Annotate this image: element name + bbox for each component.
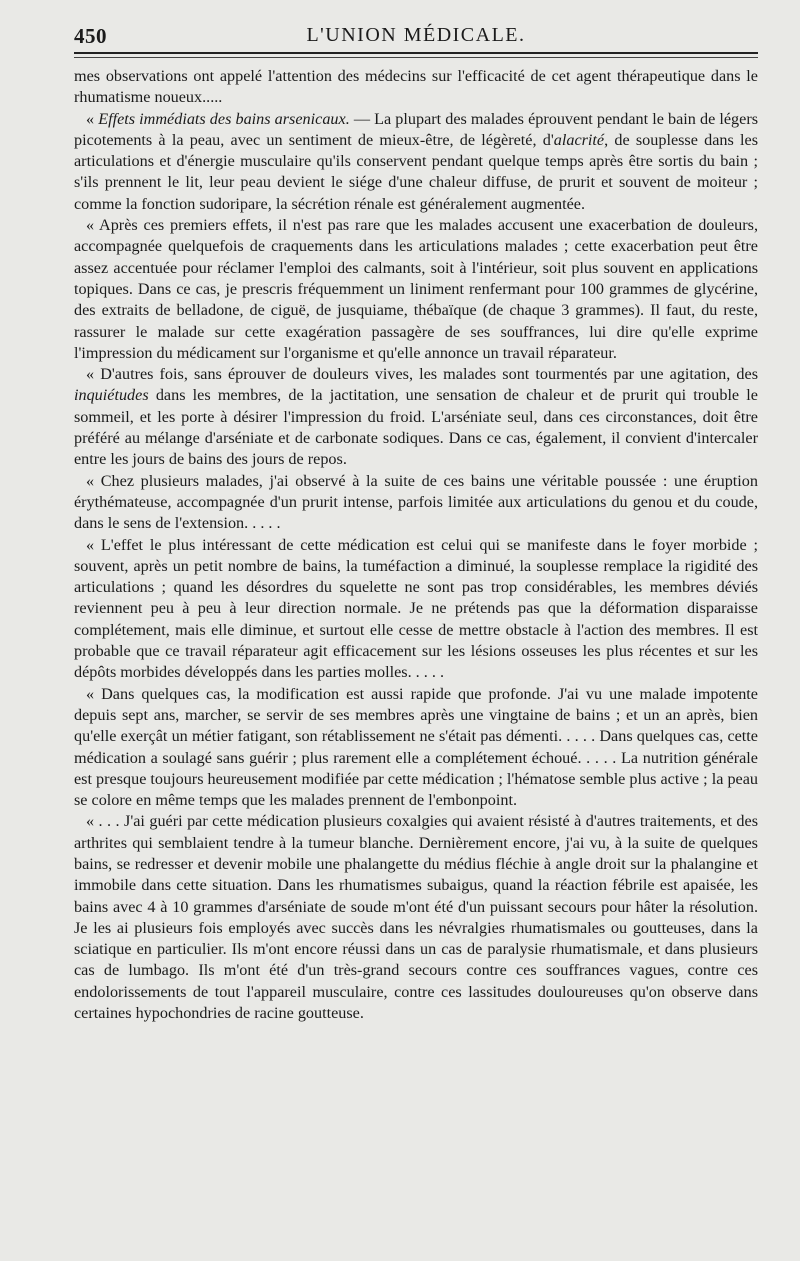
body-text: [74, 66, 758, 1024]
paragraph: [74, 364, 758, 470]
italic-text: inquiétudes: [74, 386, 149, 405]
paragraph: [74, 471, 758, 535]
text-run: « Dans quelques cas, la modification est aussi rapide que profonde. J'ai vu une malade impotente depuis sept ans, marcher, se servir de ses membres après une vingtaine de bains ; et un an après, bien qu'elle exerçât un métier fatigant, son rétablissement ne s'était pas démenti. . . . . Dans quelques cas, cette médication a soulagé sans guérir ; plus rarement elle a complétement échoué. . . . . La nutrition générale est presque toujours heureusement modifiée par cette médication ; l'hématose semble plus active ; la peau se colore en même temps que les malades prennent de l'embonpoint.: [74, 684, 758, 810]
header-rule-thick: [74, 52, 758, 54]
paragraph: [74, 811, 758, 1024]
text-run: « D'autres fois, sans éprouver de douleurs vives, les malades sont tourmentés par une agitation, des: [86, 365, 758, 384]
paragraph: [74, 109, 758, 215]
italic-text: alacrité: [553, 130, 605, 149]
paragraph: [74, 66, 758, 109]
paragraph: [74, 684, 758, 812]
text-run: « L'effet le plus intéressant de cette médication est celui qui se manifeste dans le foyer morbide ; souvent, après un petit nombre de bains, la tuméfaction a diminué, la souplesse remplace la rigidité des articulations ; quand les désordres du squelette ne sont pas trop considérables, les membres déviés reviennent peu à peu à leur direction normale. Je ne prétends pas que la déformation disparaisse complétement, mais elle diminue, et surtout elle cesse de mettre obstacle à l'action des membres. Il est probable que ce travail réparateur agit efficacement sur les lésions osseuses les plus récentes et sur les dépôts morbides développés dans les parties molles. . . . .: [74, 535, 758, 682]
journal-title: L'UNION MÉDICALE.: [306, 24, 526, 46]
text-run: « Après ces premiers effets, il n'est pas rare que les malades accusent une exacerbation de douleurs, accompagnée quelquefois de craquements dans les articulations malades ; cette exacerbation peut être assez accentuée pour réclamer l'emploi des calmants, soit à l'intérieur, soit plus souvent en applications topiques. Dans ce cas, je prescris fréquemment un liniment renfermant pour 100 grammes de glycérine, des extraits de belladone, de ciguë, de jusquiame, thébaïque (de chaque 3 grammes). Il faut, du reste, rassurer le malade sur cette exagération passagère de ses souffrances, lui dire qu'elle exprime l'impression du médicament sur l'organisme et qu'elle annonce un travail réparateur.: [74, 216, 758, 362]
header-rule-thin: [74, 57, 758, 58]
paragraph: [74, 215, 758, 364]
page-number: 450: [74, 24, 107, 48]
italic-text: Effets immédiats des bains arsenicaux.: [98, 109, 350, 128]
paragraph: [74, 535, 758, 684]
text-run: , de souplesse dans les articulations et d'énergie musculaire qu'ils conservent pendant quelque temps après être sortis du bain ; s'ils prennent le lit, leur peau devient le siége d'une chaleur diffuse, de prurit et souvent de moiteur ; comme la fonction sudoripare, la sécrétion rénale est généralement augmentée.: [74, 130, 758, 213]
text-run: — La plupart des malades éprouvent pendant le bain de légers picotements à la peau, avec un sentiment de mieux-être, de légèreté, d': [74, 109, 759, 149]
text-run: mes observations ont appelé l'attention des médecins sur l'efficacité de cet agent thérapeutique dans le rhumatisme noueux.....: [74, 67, 758, 107]
running-head: [74, 18, 758, 48]
text-run: dans les membres, de la jactitation, une sensation de chaleur et de prurit qui trouble le sommeil, et les porte à désirer l'impression du froid. L'arséniate seul, dans ces circonstances, doit être préféré au mélange d'arséniate et de carbonate sodiques. Dans ce cas, également, il convient d'intercaler entre les jours de bains des jours de repos.: [74, 386, 758, 469]
text-run: « . . . J'ai guéri par cette médication plusieurs coxalgies qui avaient résisté à d'autres traitements, et des arthrites qui semblaient tendre à la tumeur blanche. Dernièrement encore, j'ai vu, à la suite de quelques bains, se redresser et devenir mobile une phalangette du médius fléchie à angle droit sur la phalangine et immobile dans cette situation. Dans les rhumatismes subaigus, quand la réaction fébrile est apaisée, les bains avec 4 à 10 grammes d'arséniate de soude m'ont été d'un puissant secours pour hâter la résolution. Je les ai plusieurs fois employés avec succès dans les névralgies rhumatismales ou goutteuses, dans la sciatique en particulier. Ils m'ont encore réussi dans un cas de paralysie rhumatismale, et dans plusieurs cas de lumbago. Ils m'ont été d'un très-grand secours contre ces souffrances vagues, contre ces endolorissements de tout l'appareil musculaire, contre ces lassitudes douloureuses qu'on observe dans certaines hypochondries de racine goutteuse.: [74, 812, 758, 1023]
text-run: « Chez plusieurs malades, j'ai observé à la suite de ces bains une véritable poussée : une éruption érythémateuse, accompagnée d'un prurit intense, parfois limitée aux articulations du genou et du coude, dans le sens de l'extension. . . . .: [74, 471, 758, 533]
text-run: «: [86, 109, 99, 128]
